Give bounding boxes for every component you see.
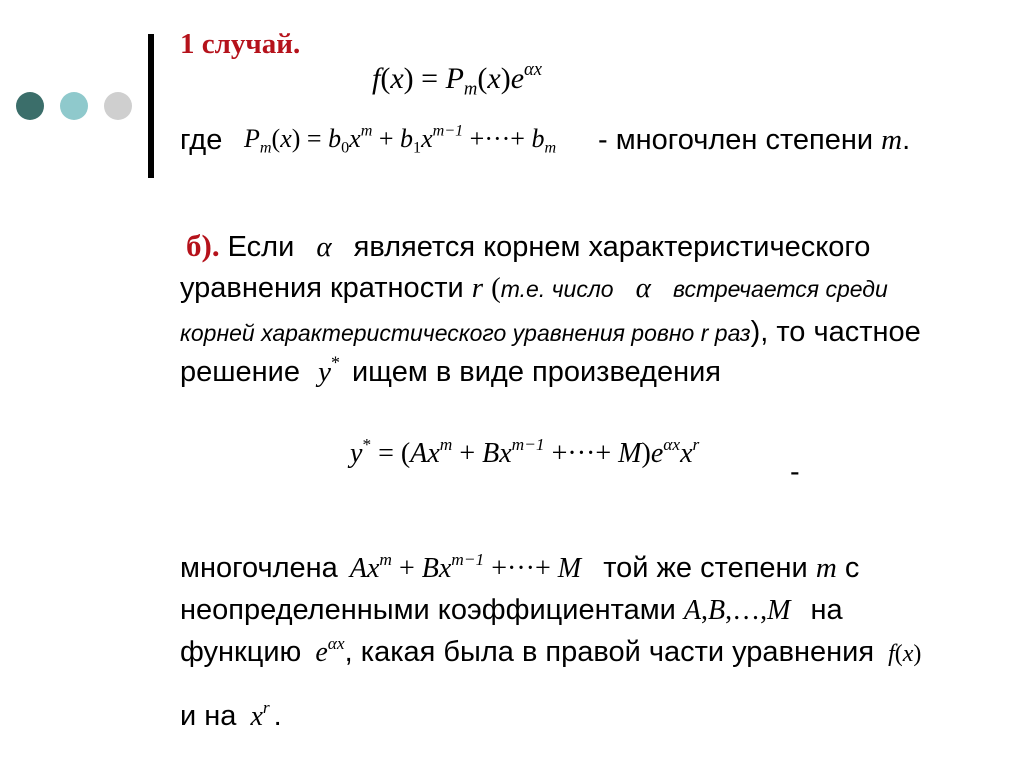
b-line-2-text: уравнения кратности — [180, 272, 464, 304]
polynomial-description — [598, 124, 910, 157]
b-line-4-rest: ищем в виде произведения — [351, 356, 722, 388]
b-line-1 — [186, 228, 870, 264]
p-line-4-text: и на — [180, 700, 237, 732]
b-line-4 — [180, 352, 722, 389]
nav-dot-dark — [16, 92, 44, 120]
p-line-3-rest: , какая была в правой части уравнения — [344, 636, 875, 668]
b-line-4-text: решение — [180, 356, 300, 388]
formula-fx: $f(x) = P_m(x)e^{\alpha x}$ — [372, 58, 543, 100]
exp-alpha-x: $e^{\alpha x}$ — [315, 633, 345, 668]
b-line-3 — [180, 316, 921, 349]
p-line-1-end: с — [844, 552, 860, 584]
b-line-3-rest: ), то частное — [750, 316, 921, 348]
label-b: б). — [186, 228, 220, 263]
p-line-2-rest: на — [810, 594, 843, 626]
poly-desc-text: - многочлен степени — [598, 124, 874, 156]
case-heading: 1 случай. — [180, 28, 301, 60]
nav-dot-gray — [104, 92, 132, 120]
p-line-1 — [180, 549, 860, 585]
p-line-3 — [180, 633, 922, 669]
b-line-1-rest: является корнем характеристического — [353, 231, 871, 263]
formula-particular-solution: $y^* = (Ax^m + Bx^{m-1}$ +···+ $M)e^{\alpha x}x^r$ — [350, 434, 700, 469]
formula-polynomial: $P_m(x) = b_0x^m + b_1x^{m-1}$ +···+ $b_m$ — [244, 122, 557, 157]
formula-polynomial-2: $Ax^m + Bx^{m-1}$ +···+ M — [349, 549, 582, 584]
b-line-3-italic: корней характеристического уравнения ровно r раз — [180, 320, 751, 346]
b-line-2-italic-2: встречается среди — [672, 276, 888, 302]
vertical-divider — [148, 34, 154, 178]
x-power-r: $x^r$ — [250, 697, 270, 732]
p-line-2 — [180, 594, 843, 627]
where-label: где — [180, 124, 223, 156]
y-star: y* — [318, 352, 340, 388]
nav-dot-teal — [60, 92, 88, 120]
p-line-3-text: функцию — [180, 636, 302, 668]
p-line-1-text: многочлена — [180, 552, 338, 584]
b-line-2 — [180, 272, 888, 305]
if-word: Если — [227, 231, 295, 263]
dash-after-formula: - — [790, 456, 800, 488]
p-line-1-rest: той же степени — [603, 552, 808, 584]
b-line-2-italic-1: т.е. число — [500, 276, 614, 302]
f-of-x: f(x) — [888, 641, 922, 667]
var-m: m — [881, 124, 903, 156]
period: . — [902, 124, 911, 156]
p-line-2-text: неопределенными коэффициентами — [180, 594, 676, 626]
coefficients-list: A,B,…,M — [683, 595, 791, 626]
paren-open: ( — [491, 272, 501, 304]
var-r: r — [471, 272, 484, 304]
p-line-4 — [180, 697, 282, 733]
var-m-2: m — [815, 552, 837, 584]
alpha-symbol-2: α — [635, 272, 651, 304]
final-period: . — [273, 700, 282, 732]
alpha-symbol: α — [316, 231, 332, 263]
